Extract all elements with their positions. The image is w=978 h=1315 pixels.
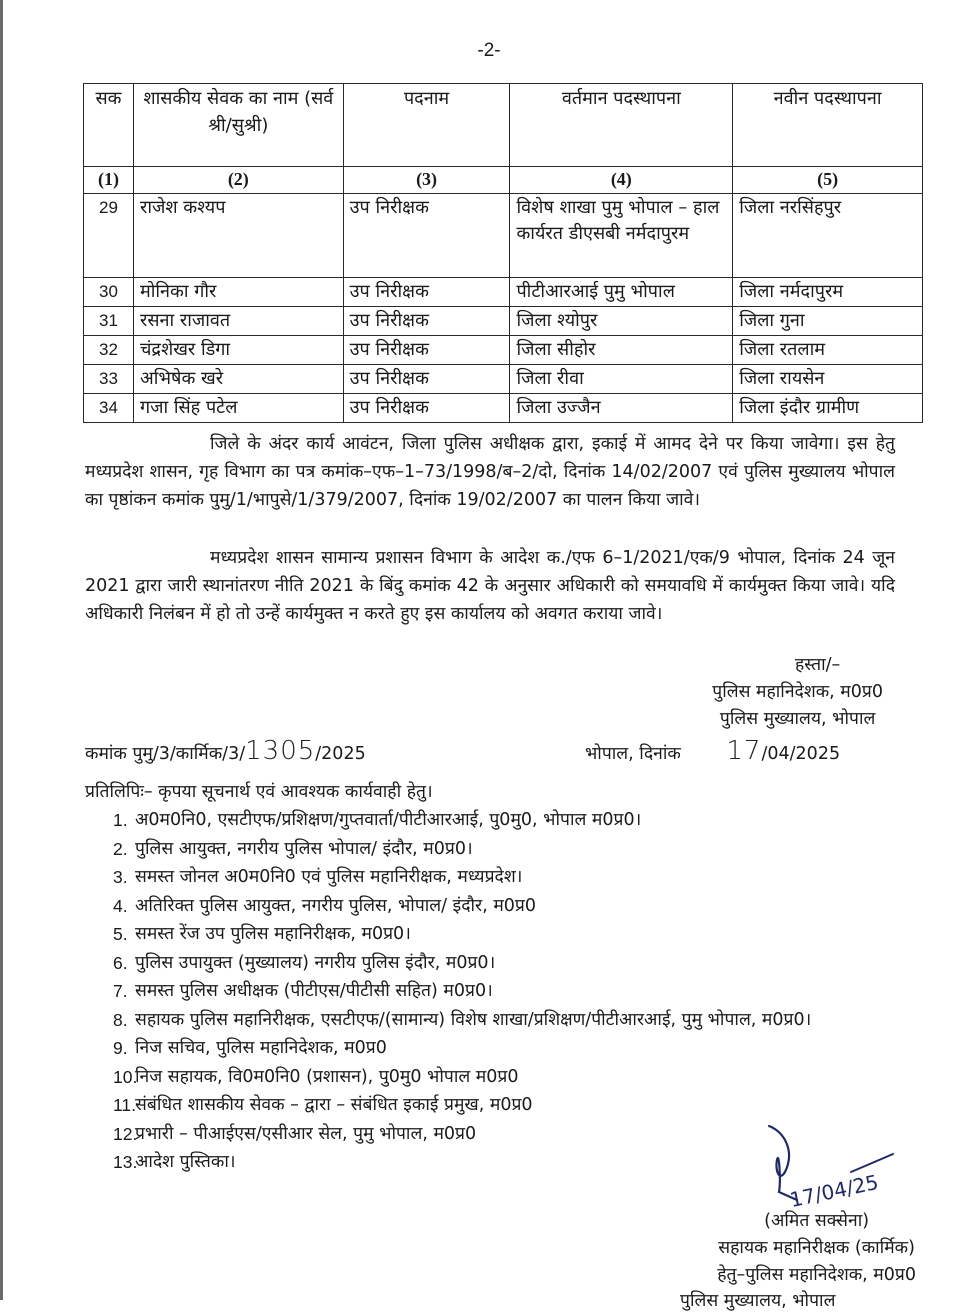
cell-name: गजा सिंह पटेल [133,394,343,423]
cell-designation: उप निरीक्षक [343,336,510,365]
cell-sn: 33 [84,365,134,394]
item-text: पुलिस आयुक्त, नगरीय पुलिस भोपाल/ इंदौर, म0प्र0। [135,838,473,859]
reference-number [85,736,366,769]
signer-on-behalf: हेतु–पुलिस महानिदेशक, म0प्र0 [717,1265,916,1285]
reference-prefix: कमांक पुमु/3/कार्मिक/3/ [85,744,246,764]
cell-new-posting: जिला नर्मदापुरम [733,278,923,307]
signature-underline [851,1154,893,1172]
header-current-posting: वर्तमान पदस्थापना [510,84,733,167]
table-row [84,278,923,307]
table-row [84,336,923,365]
item-text: संबंधित शासकीय सेवक – द्वारा – संबंधित इकाई प्रमुख, म0प्र0 [135,1095,533,1115]
item-text: समस्त रेंज उप पुलिस महानिरीक्षक, म0प्र0। [135,924,411,944]
cell-new-posting: जिला इंदौर ग्रामीण [733,394,923,423]
table-row [84,365,923,394]
copy-to-intro: प्रतिलिपिः– कृपया सूचनार्थ एवं आवश्यक कार्यवाही हेतु। [85,782,433,802]
paragraph-text: जिले के अंदर कार्य आवंटन, जिला पुलिस अधीक्षक द्वारा, इकाई में आमद देने पर किया जावेगा। इस हेतु मध्यप्रदेश शासन, गृह विभाग का पत्र कमांक–एफ–1–73/1998/ब–2/दो, दिनांक 14/02/2007 एवं पुलिस मुख्यालय भोपाल का पृष्ठांकन कमांक पुमु/1/भापुसे/1/379/2007, दिनांक 19/02/2007 का पालन किया जावे। [85,434,895,510]
cell-sn: 29 [84,194,134,278]
item-text: सहायक पुलिस महानिरीक्षक, एसटीएफ/(सामान्य) विशेष शाखा/प्रशिक्षण/पीटीआरआई, पुमु भोपाल, म0प्र0। [135,1009,812,1030]
cell-name: मोनिका गौर [133,278,343,307]
header-designation: पदनाम [343,84,510,167]
cell-new-posting: जिला गुना [733,307,923,336]
page-number: -2- [477,40,501,61]
table-row [84,394,923,423]
item-number: 4. [113,895,128,916]
cell-sn: 34 [84,394,134,423]
list-item [85,977,905,1006]
cell-designation: उप निरीक्षक [343,365,510,394]
item-number: 13. [113,1152,138,1172]
header-name: शासकीय सेवक का नाम (सर्व श्री/सुश्री) [133,84,343,167]
item-number: 2. [113,838,128,859]
item-number: 8. [113,1009,128,1030]
item-text: समस्त जोनल अ0म0नि0 एवं पुलिस महानिरीक्षक, मध्यप्रदेश। [135,867,523,887]
item-number: 5. [113,924,128,944]
cell-designation: उप निरीक्षक [343,278,510,307]
cell-name: रसना राजावत [133,307,343,336]
item-number: 9. [113,1038,128,1058]
list-item [85,920,905,949]
item-number: 6. [113,952,128,973]
paragraph-work-allocation [85,430,895,514]
item-number: 10. [113,1066,138,1087]
signer-office-cut: पुलिस मुख्यालय, भोपाल [680,1291,836,1311]
reference-suffix: /2025 [315,744,366,764]
handwritten-day: 17 [726,736,762,766]
dgp-signature-block [712,652,883,733]
column-number: (1) [84,167,134,194]
cell-current-posting: जिला सीहोर [510,336,733,365]
paragraph-transfer-policy [85,544,895,628]
cell-current-posting: जिला रीवा [510,365,733,394]
header-sn: सक [84,84,134,167]
item-number: 12. [113,1123,138,1144]
list-item [85,1006,905,1035]
list-item [85,806,905,835]
table-row [84,194,923,278]
cell-sn: 30 [84,278,134,307]
handwritten-signature [755,1120,895,1215]
table-header-row [84,84,923,167]
cell-designation: उप निरीक्षक [343,194,510,278]
list-item [85,863,905,892]
item-number: 7. [113,981,128,1001]
cell-designation: उप निरीक्षक [343,394,510,423]
item-number: 1. [113,810,128,830]
cell-name: चंद्रशेखर डिगा [133,336,343,365]
cell-designation: उप निरीक्षक [343,307,510,336]
cell-sn: 32 [84,336,134,365]
cell-current-posting: विशेष शाखा पुमु भोपाल – हाल कार्यरत डीएसबी नर्मदापुरम [510,194,733,278]
list-item [85,1034,905,1063]
signer-name: (अमित सक्सेना) [764,1211,870,1231]
cell-sn: 31 [84,307,134,336]
cell-new-posting: जिला नरसिंहपुर [733,194,923,278]
cell-new-posting: जिला रतलाम [733,336,923,365]
cell-current-posting: जिला उज्जैन [510,394,733,423]
item-text: प्रभारी – पीआईएस/एसीआर सेल, पुमु भोपाल, म0प्र0 [135,1123,477,1144]
item-number: 11. [113,1095,137,1115]
paragraph-text: मध्यप्रदेश शासन सामान्य प्रशासन विभाग के आदेश क./एफ 6–1/2021/एक/9 भोपाल, दिनांक 24 जून 2021 द्वारा जारी स्थानांतरण नीति 2021 के बिंदु कमांक 42 के अनुसार अधिकारी को समयावधि में कार्यमुक्त किया जावे। यदि अधिकारी निलंबन में हो तो उन्हें कार्यमुक्त न करते हुए इस कार्यालय को अवगत कराया जावे। [85,548,895,624]
list-item [85,835,905,864]
header-new-posting: नवीन पदस्थापना [733,84,923,167]
cell-new-posting: जिला रायसेन [733,365,923,394]
column-number: (4) [510,167,733,194]
signer-block [717,1208,916,1289]
column-number: (5) [733,167,923,194]
list-item [85,892,905,921]
item-text: अतिरिक्त पुलिस आयुक्त, नगरीय पुलिस, भोपाल/ इंदौर, म0प्र0 [135,895,537,916]
signed-label: हस्ता/– [795,655,841,675]
handwritten-reference-number: 1305 [245,736,316,766]
place-date [585,736,840,769]
cell-name: राजेश कश्यप [133,194,343,278]
list-item [85,1063,905,1092]
item-text: निज सहायक, वि0म0नि0 (प्रशासन), पु0मु0 भोपाल म0प्र0 [135,1066,519,1087]
table-row [84,307,923,336]
transfer-table [83,83,923,423]
cell-current-posting: पीटीआरआई पुमु भोपाल [510,278,733,307]
dgp-office: पुलिस मुख्यालय, भोपाल [719,709,876,729]
signature-date: 17/04/25 [787,1169,881,1213]
page-edge [0,0,3,1300]
item-text: आदेश पुस्तिका। [135,1152,236,1172]
place-date-label: भोपाल, दिनांक [585,744,681,764]
column-number: (2) [133,167,343,194]
dgp-designation: पुलिस महानिदेशक, म0प्र0 [712,682,883,702]
cell-name: अभिषेक खरे [133,365,343,394]
item-number: 3. [113,867,128,887]
list-item [85,1091,905,1120]
item-text: पुलिस उपायुक्त (मुख्यालय) नगरीय पुलिस इंदौर, म0प्र0। [135,952,496,973]
item-text: समस्त पुलिस अधीक्षक (पीटीएस/पीटीसी सहित) म0प्र0। [135,981,493,1001]
item-text: निज सचिव, पुलिस महानिदेशक, म0प्र0 [135,1038,387,1058]
signer-designation: सहायक महानिरीक्षक (कार्मिक) [718,1238,915,1258]
item-text: अ0म0नि0, एसटीएफ/प्रशिक्षण/गुप्तवार्ता/पीटीआरआई, पु0मु0, भोपाल म0प्र0। [135,810,642,830]
cell-current-posting: जिला श्योपुर [510,307,733,336]
column-number: (3) [343,167,510,194]
column-number-row [84,167,923,194]
list-item [85,949,905,978]
date-suffix: /04/2025 [761,744,841,764]
